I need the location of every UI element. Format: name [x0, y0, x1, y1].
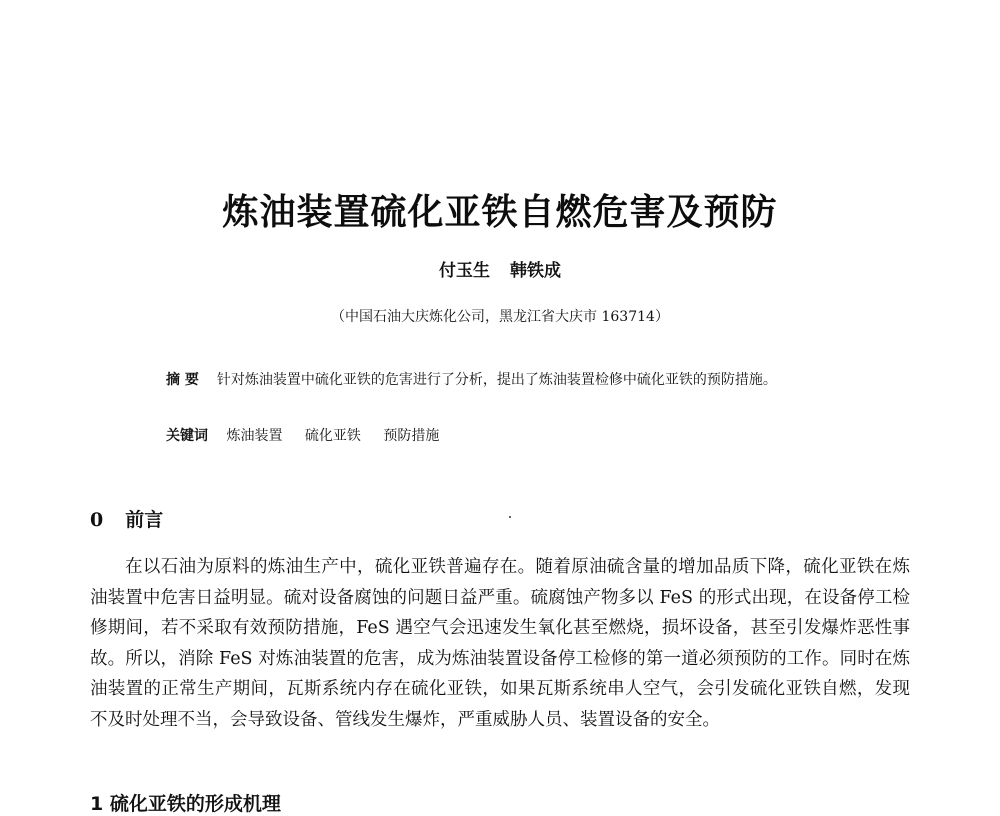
author-list — [0, 256, 1000, 281]
keyword: 预防措施 — [383, 428, 440, 444]
abstract-text: 针对炼油装置中硫化亚铁的危害进行了分析，提出了炼油装置检修中硫化亚铁的预防措施。 — [216, 372, 777, 388]
paper-title: 炼油装置硫化亚铁自燃危害及预防 — [222, 192, 778, 233]
next-section-heading: 1 硫化亚铁的形成机理 — [90, 793, 281, 815]
affiliation: （中国石油大庆炼化公司，黑龙江省大庆市 163714） — [331, 309, 669, 325]
author-name: 韩铁成 — [510, 261, 561, 281]
body-paragraph: 在以石油为原料的炼油生产中，硫化亚铁普遍存在。随着原油硫含量的增加品质下降，硫化亚铁在炼油装置中危害日益明显。硫对设备腐蚀的问题日益严重。硫腐蚀产物多以 FeS 的形式出现，在设备停工检修期间，若不采取有效预防措施，FeS 遇空气会迅速发生氧化甚至燃烧，损坏设备，甚至引发爆炸恶性事故。所以，消除 FeS 对炼油装置的危害，成为炼油装置设备停工检修的第一道必须预防的工作。同时在炼油装置的正常生产期间，瓦斯系统内存在硫化亚铁，如果瓦斯系统串人空气，会引发硫化亚铁自燃，发现不及时处理不当，会导致设备、管线发生爆炸，严重威胁人员、装置设备的安全。 — [90, 557, 910, 730]
author-name: 付玉生 — [439, 261, 490, 281]
keyword: 硫化亚铁 — [304, 428, 361, 444]
scan-speck — [509, 516, 511, 518]
keywords-label: 关键词 — [166, 428, 208, 444]
section-number: 0 — [90, 509, 104, 531]
section-title: 前言 — [125, 509, 164, 531]
section-heading — [90, 505, 163, 532]
keyword: 炼油装置 — [226, 428, 283, 444]
next-section-heading-cutoff — [90, 789, 390, 815]
abstract-label: 摘 要 — [166, 372, 199, 388]
abstract — [130, 366, 880, 395]
keywords — [166, 425, 457, 445]
